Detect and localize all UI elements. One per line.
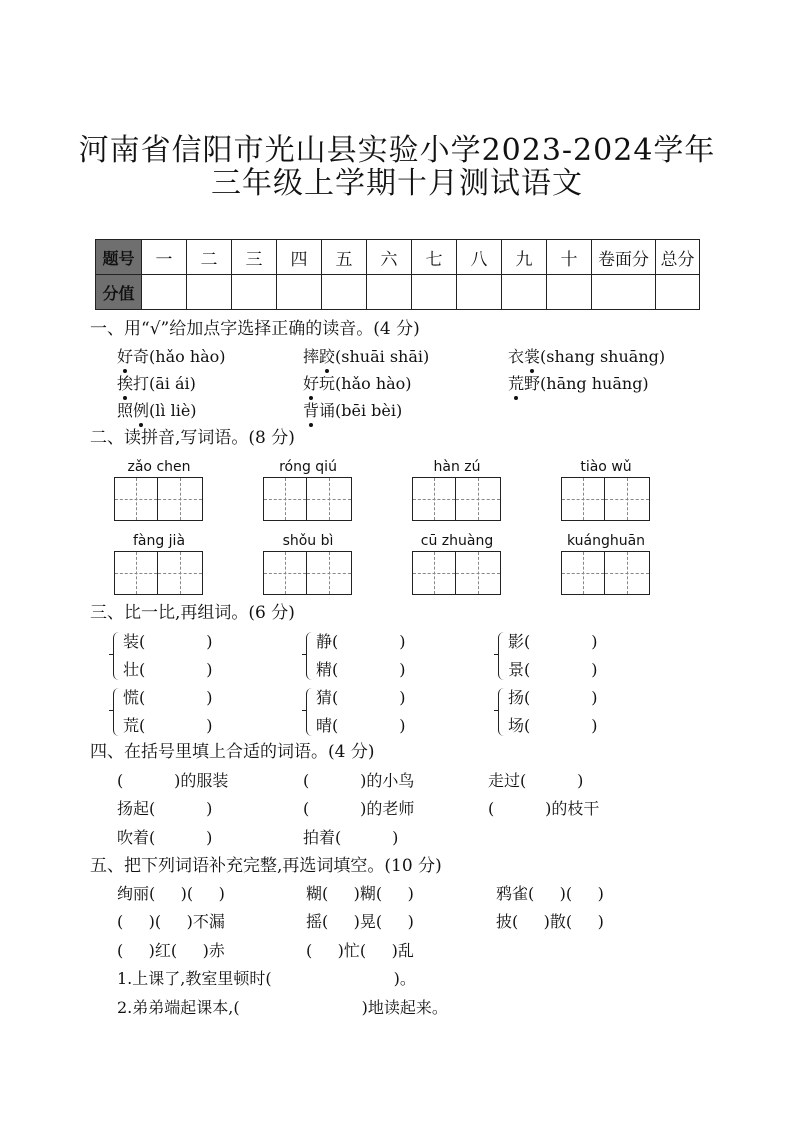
brace-icon bbox=[498, 632, 506, 680]
pinyin-item-3: 衣裳(shang shuāng) bbox=[508, 347, 666, 366]
score-col-total: 总分 bbox=[656, 240, 700, 275]
score-cell[interactable] bbox=[187, 275, 232, 310]
brace-icon bbox=[498, 688, 506, 736]
writing-cell[interactable] bbox=[456, 551, 501, 595]
score-col-neatness: 卷面分 bbox=[592, 240, 656, 275]
pinyin-label: róng qiú bbox=[279, 459, 337, 475]
score-cell[interactable] bbox=[656, 275, 700, 310]
pinyin-item-8: 背诵(bēi bèi) bbox=[303, 401, 403, 420]
score-cell[interactable] bbox=[547, 275, 592, 310]
fill-item-6: ( )的枝干 bbox=[488, 799, 600, 818]
idiom-item-6: 披( )散( ) bbox=[496, 912, 604, 931]
brace-icon bbox=[306, 688, 314, 736]
section-1-heading: 一、用“√”给加点字选择正确的读音。(4 分) bbox=[90, 319, 420, 339]
score-col-5: 五 bbox=[322, 240, 367, 275]
writing-cell[interactable] bbox=[412, 477, 456, 521]
score-cell[interactable] bbox=[277, 275, 322, 310]
pinyin-item-4: 挨打(āi ái) bbox=[117, 374, 196, 393]
writing-word-1 bbox=[114, 457, 204, 521]
score-cell[interactable] bbox=[322, 275, 367, 310]
writing-cell[interactable] bbox=[114, 477, 158, 521]
writing-cell[interactable] bbox=[114, 551, 158, 595]
pinyin-label: kuánghuān bbox=[566, 533, 646, 549]
compare-pair-4: 慌( ) 荒( ) bbox=[123, 684, 213, 740]
title-line-1: 河南省信阳市光山县实验小学2023-2024学年 bbox=[78, 133, 716, 168]
score-col-9: 九 bbox=[502, 240, 547, 275]
writing-cell[interactable] bbox=[412, 551, 456, 595]
writing-word-3 bbox=[412, 457, 502, 521]
pinyin-item-7: 照例(lì liè) bbox=[117, 401, 197, 420]
writing-cell[interactable] bbox=[263, 551, 307, 595]
writing-cell[interactable] bbox=[605, 477, 650, 521]
idiom-item-8: ( )忙( )乱 bbox=[306, 941, 414, 960]
score-table-value-row bbox=[96, 275, 700, 310]
pinyin-item-5: 好玩(hǎo hào) bbox=[303, 374, 412, 393]
writing-cell[interactable] bbox=[561, 477, 605, 521]
writing-cell[interactable] bbox=[307, 477, 352, 521]
idiom-item-3: 鸦雀( )( ) bbox=[496, 884, 604, 903]
score-col-3: 三 bbox=[232, 240, 277, 275]
score-value-label: 分值 bbox=[96, 275, 142, 310]
writing-cell[interactable] bbox=[605, 551, 650, 595]
score-table bbox=[95, 239, 700, 310]
pinyin-item-2: 摔跤(shuāi shāi) bbox=[303, 347, 430, 366]
score-cell[interactable] bbox=[502, 275, 547, 310]
score-col-4: 四 bbox=[277, 240, 322, 275]
pinyin-label: hàn zú bbox=[433, 459, 481, 475]
idiom-item-1: 绚丽( )( ) bbox=[117, 884, 225, 903]
score-cell[interactable] bbox=[412, 275, 457, 310]
writing-word-6 bbox=[263, 531, 353, 595]
score-col-1: 一 bbox=[142, 240, 187, 275]
section-3-heading: 三、比一比,再组词。(6 分) bbox=[90, 603, 295, 623]
writing-cell[interactable] bbox=[158, 551, 203, 595]
idiom-item-2: 糊( )糊( ) bbox=[306, 884, 414, 903]
section-2-heading: 二、读拼音,写词语。(8 分) bbox=[90, 428, 295, 448]
sentence-1: 1.上课了,教室里顿时( )。 bbox=[117, 969, 416, 988]
fill-item-4: 扬起( ) bbox=[117, 799, 213, 818]
pinyin-label: zǎo chen bbox=[127, 459, 191, 475]
brace-icon bbox=[113, 688, 121, 736]
fill-item-3: 走过( ) bbox=[488, 771, 584, 790]
compare-pair-3: 影( ) 景( ) bbox=[508, 628, 598, 684]
writing-word-2 bbox=[263, 457, 353, 521]
writing-cell[interactable] bbox=[263, 477, 307, 521]
score-cell[interactable] bbox=[367, 275, 412, 310]
writing-cell[interactable] bbox=[561, 551, 605, 595]
fill-item-1: ( )的服装 bbox=[117, 771, 229, 790]
score-table-header-row bbox=[96, 240, 700, 275]
pinyin-label: shǒu bì bbox=[282, 533, 334, 549]
brace-icon bbox=[113, 632, 121, 680]
score-header-label: 题号 bbox=[96, 240, 142, 275]
pinyin-label: fàng jià bbox=[132, 533, 186, 549]
pinyin-item-1: 好奇(hǎo hào) bbox=[117, 347, 226, 366]
writing-cell[interactable] bbox=[158, 477, 203, 521]
writing-cell[interactable] bbox=[456, 477, 501, 521]
fill-item-8: 拍着( ) bbox=[303, 828, 399, 847]
score-col-10: 十 bbox=[547, 240, 592, 275]
score-col-2: 二 bbox=[187, 240, 232, 275]
idiom-item-4: ( )( )不漏 bbox=[117, 912, 225, 931]
compare-pair-2: 静( ) 精( ) bbox=[316, 628, 406, 684]
fill-item-2: ( )的小鸟 bbox=[303, 771, 415, 790]
score-col-7: 七 bbox=[412, 240, 457, 275]
writing-word-8 bbox=[561, 531, 651, 595]
writing-word-7 bbox=[412, 531, 502, 595]
compare-pair-6: 扬( ) 场( ) bbox=[508, 684, 598, 740]
writing-word-4 bbox=[561, 457, 651, 521]
idiom-item-5: 摇( )晃( ) bbox=[306, 912, 414, 931]
score-cell[interactable] bbox=[457, 275, 502, 310]
pinyin-item-6: 荒野(hāng huāng) bbox=[508, 374, 649, 393]
sentence-2: 2.弟弟端起课本,( )地读起来。 bbox=[117, 998, 448, 1017]
section-4-heading: 四、在括号里填上合适的词语。(4 分) bbox=[90, 742, 375, 762]
idiom-item-7: ( )红( )赤 bbox=[117, 941, 225, 960]
pinyin-label: tiào wǔ bbox=[580, 459, 632, 475]
score-cell[interactable] bbox=[232, 275, 277, 310]
writing-word-5 bbox=[114, 531, 204, 595]
writing-cell[interactable] bbox=[307, 551, 352, 595]
section-5-heading: 五、把下列词语补充完整,再选词填空。(10 分) bbox=[90, 856, 442, 876]
fill-item-5: ( )的老师 bbox=[303, 799, 415, 818]
brace-icon bbox=[306, 632, 314, 680]
title-line-2: 三年级上学期十月测试语文 bbox=[211, 166, 583, 201]
score-cell[interactable] bbox=[142, 275, 187, 310]
compare-pair-5: 猜( ) 晴( ) bbox=[316, 684, 406, 740]
pinyin-label: cū zhuàng bbox=[420, 533, 494, 549]
compare-pair-1: 装( ) 壮( ) bbox=[123, 628, 213, 684]
fill-item-7: 吹着( ) bbox=[117, 828, 213, 847]
score-col-6: 六 bbox=[367, 240, 412, 275]
score-cell[interactable] bbox=[592, 275, 656, 310]
score-col-8: 八 bbox=[457, 240, 502, 275]
